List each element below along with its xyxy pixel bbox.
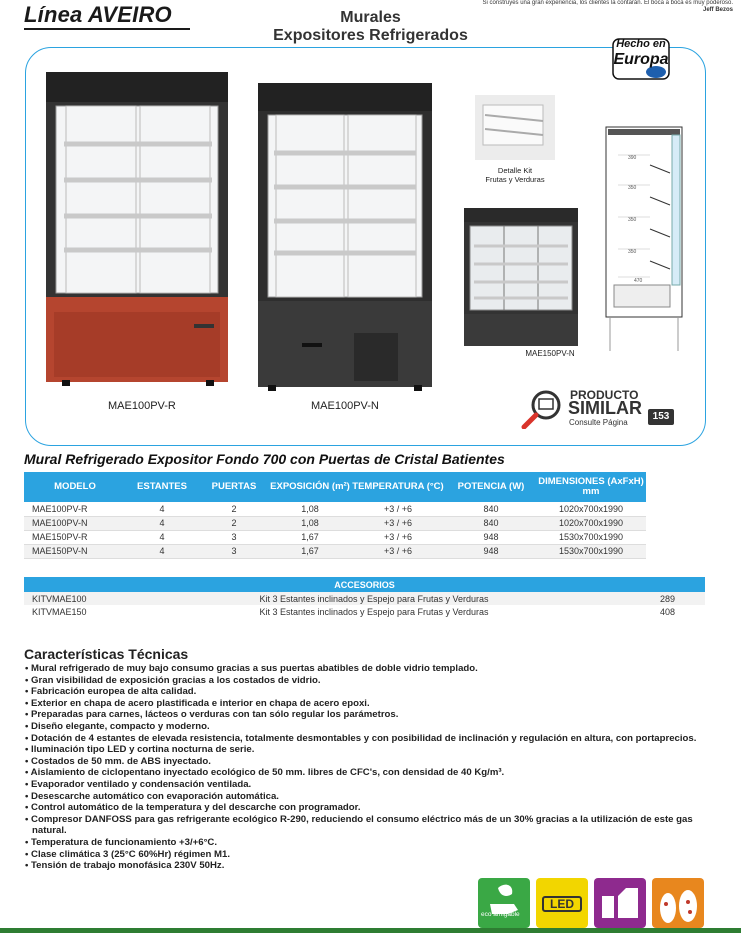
fridge-wide-image [462, 208, 580, 348]
kit-detail-image [475, 95, 555, 160]
cell-accessory-description: Kit 3 Estantes inclinados y Espejo para Frutas y Verduras [174, 592, 574, 605]
table-row [24, 502, 646, 516]
feature-icons [478, 878, 704, 928]
cell-dimensiones: 1530x700x1990 [536, 530, 646, 544]
table-row [24, 605, 705, 618]
list-item: • Preparadas para carnes, lácteos o verduras con tan sólo regular los parámetros. [24, 709, 714, 721]
eco-label: eco amigable [481, 911, 520, 918]
quote-text: Si construyes una gran experiencia, los clientes la contarán. El boca a boca es muy poderoso. [482, 0, 733, 6]
accessories-header-row [24, 577, 705, 592]
cell-dimensiones: 1020x700x1990 [536, 502, 646, 516]
similar-line1: PRODUCTO [570, 388, 639, 402]
diagram-label: 470 [634, 278, 643, 284]
list-item: • Fabricación europea de alta calidad. [24, 686, 714, 698]
accessories-table [24, 577, 705, 618]
cell-modelo: MAE100PV-R [24, 502, 126, 516]
features-title: Características Técnicas [24, 646, 189, 662]
cell-temperatura: +3 / +6 [350, 516, 446, 530]
spec-header-dimensiones: DIMENSIONES (AxFxH) mm [536, 472, 646, 502]
quote-author: Jeff Bezos [702, 7, 733, 13]
cell-exposicion: 1,08 [270, 502, 350, 516]
list-item: • Mural refrigerado de muy bajo consumo gracias a sus puertas abatibles de doble vidrio templado. [24, 663, 714, 675]
list-item: • Iluminación tipo LED y cortina nocturna de serie. [24, 744, 714, 756]
cell-estantes: 4 [126, 530, 198, 544]
cell-accessory-code: KITVMAE100 [24, 592, 174, 605]
cell-estantes: 4 [126, 516, 198, 530]
cell-accessory-price: 408 [659, 606, 675, 617]
cell-dimensiones: 1530x700x1990 [536, 544, 646, 558]
list-item: • Tensión de trabajo monofásica 230V 50Hz. [24, 860, 714, 872]
caption-kit-line1: Detalle Kit [497, 166, 533, 175]
meat-icon [652, 878, 704, 928]
spec-header-puertas: PUERTAS [198, 472, 270, 502]
list-item: • Temperatura de funcionamiento +3/+6°C. [24, 837, 714, 849]
spec-header-row [24, 472, 646, 502]
table-row [24, 530, 646, 544]
badge-line2: Europa [613, 51, 669, 68]
cell-exposicion: 1,67 [270, 544, 350, 558]
cell-estantes: 4 [126, 544, 198, 558]
led-icon [536, 878, 588, 928]
caption-kit-detail [480, 166, 550, 184]
page-title-line1: Murales [340, 9, 401, 26]
cell-modelo: MAE150PV-N [24, 544, 126, 558]
caption-mae150pv-n: MAE150PV-N [525, 349, 575, 358]
list-item: • Dotación de 4 estantes de elevada resistencia, totalmente desmontables y con posibilidad de inclinación y regulación en altura, con portaprecios. [24, 733, 714, 745]
spec-header-exposicion: EXPOSICIÓN (m²) [270, 472, 350, 502]
cell-puertas: 3 [198, 544, 270, 558]
cell-puertas: 3 [198, 530, 270, 544]
cell-modelo: MAE150PV-R [24, 530, 126, 544]
made-in-europe-badge [610, 36, 672, 82]
similar-page-number[interactable]: 153 [648, 409, 674, 425]
diagram-label: 350 [628, 217, 637, 223]
cell-accessory-price: 289 [574, 592, 705, 605]
list-item: • Clase climática 3 (25°C 60%Hr) régimen M1. [24, 849, 714, 861]
diagram-label: 350 [628, 249, 637, 255]
section-title: Mural Refrigerado Expositor Fondo 700 con Puertas de Cristal Batientes [24, 451, 505, 467]
cell-exposicion: 1,08 [270, 516, 350, 530]
bottom-bar [0, 928, 741, 933]
cell-temperatura: +3 / +6 [350, 502, 446, 516]
list-item: • Exterior en chapa de acero plastificada e interior en chapa de acero epoxi. [24, 698, 714, 710]
spec-header-estantes: ESTANTES [126, 472, 198, 502]
dairy-icon [594, 878, 646, 928]
magnifier-icon [520, 389, 568, 429]
spec-header-modelo: MODELO [24, 472, 126, 502]
cell-puertas: 2 [198, 502, 270, 516]
spec-table [24, 472, 646, 559]
page-title-line2: Expositores Refrigerados [273, 27, 468, 44]
list-item: • Gran visibilidad de exposición gracias a los costados de vidrio. [24, 675, 714, 687]
list-item: • Compresor DANFOSS para gas refrigerante ecológico R-290, reduciendo el consumo eléctrico más de un 30% gracias a la utilización de este gas natural. [24, 814, 714, 837]
cell-temperatura: +3 / +6 [350, 530, 446, 544]
list-item: • Evaporador ventilado y condensación ventilada. [24, 779, 714, 791]
cell-puertas: 2 [198, 516, 270, 530]
cell-accessory-code: KITVMAE150 [32, 606, 87, 617]
caption-mae100pv-r: MAE100PV-R [108, 400, 176, 412]
cell-estantes: 4 [126, 502, 198, 516]
diagram-label: 350 [628, 185, 637, 191]
table-row [24, 516, 646, 530]
list-item: • Costados de 50 mm. de ABS inyectado. [24, 756, 714, 768]
cell-temperatura: +3 / +6 [350, 544, 446, 558]
cell-potencia: 948 [446, 544, 536, 558]
list-item: • Control automático de la temperatura y del descarche con programador. [24, 802, 714, 814]
similar-line2: SIMILAR [568, 398, 642, 418]
table-row [24, 592, 705, 605]
fridge-red-image [44, 72, 234, 392]
list-item: • Aislamiento de ciclopentano inyectado ecológico de 50 mm. libres de CFC's, con densidad de 40 Kg/m³. [24, 767, 714, 779]
fridge-black-image [254, 83, 438, 395]
list-item: • Desescarche automático con evaporación automática. [24, 791, 714, 803]
features-list [24, 663, 714, 872]
spec-header-temperatura: TEMPERATURA (°C) [350, 472, 446, 502]
cell-potencia: 840 [446, 502, 536, 516]
cell-modelo: MAE100PV-N [24, 516, 126, 530]
brand-title: Línea AVEIRO [24, 2, 172, 27]
diagram-label: 390 [628, 155, 637, 161]
similar-product-callout[interactable] [520, 385, 680, 430]
led-label: LED [542, 896, 582, 912]
spec-header-potencia: POTENCIA (W) [446, 472, 536, 502]
cell-potencia: 840 [446, 516, 536, 530]
table-row [24, 544, 646, 558]
cell-exposicion: 1,67 [270, 530, 350, 544]
caption-kit-line2: Frutas y Verduras [485, 175, 545, 184]
eco-friendly-icon [478, 878, 530, 928]
cell-accessory-description: Kit 3 Estantes inclinados y Espejo para Frutas y Verduras [259, 606, 489, 617]
list-item: • Diseño elegante, compacto y moderno. [24, 721, 714, 733]
section-diagram-image [604, 125, 684, 355]
similar-line3: Consulte Página [569, 418, 628, 427]
accessories-header: ACCESORIOS [24, 577, 705, 592]
caption-mae100pv-n: MAE100PV-N [311, 400, 379, 412]
cell-potencia: 948 [446, 530, 536, 544]
cell-dimensiones: 1020x700x1990 [536, 516, 646, 530]
badge-line1: Hecho en [616, 38, 666, 50]
